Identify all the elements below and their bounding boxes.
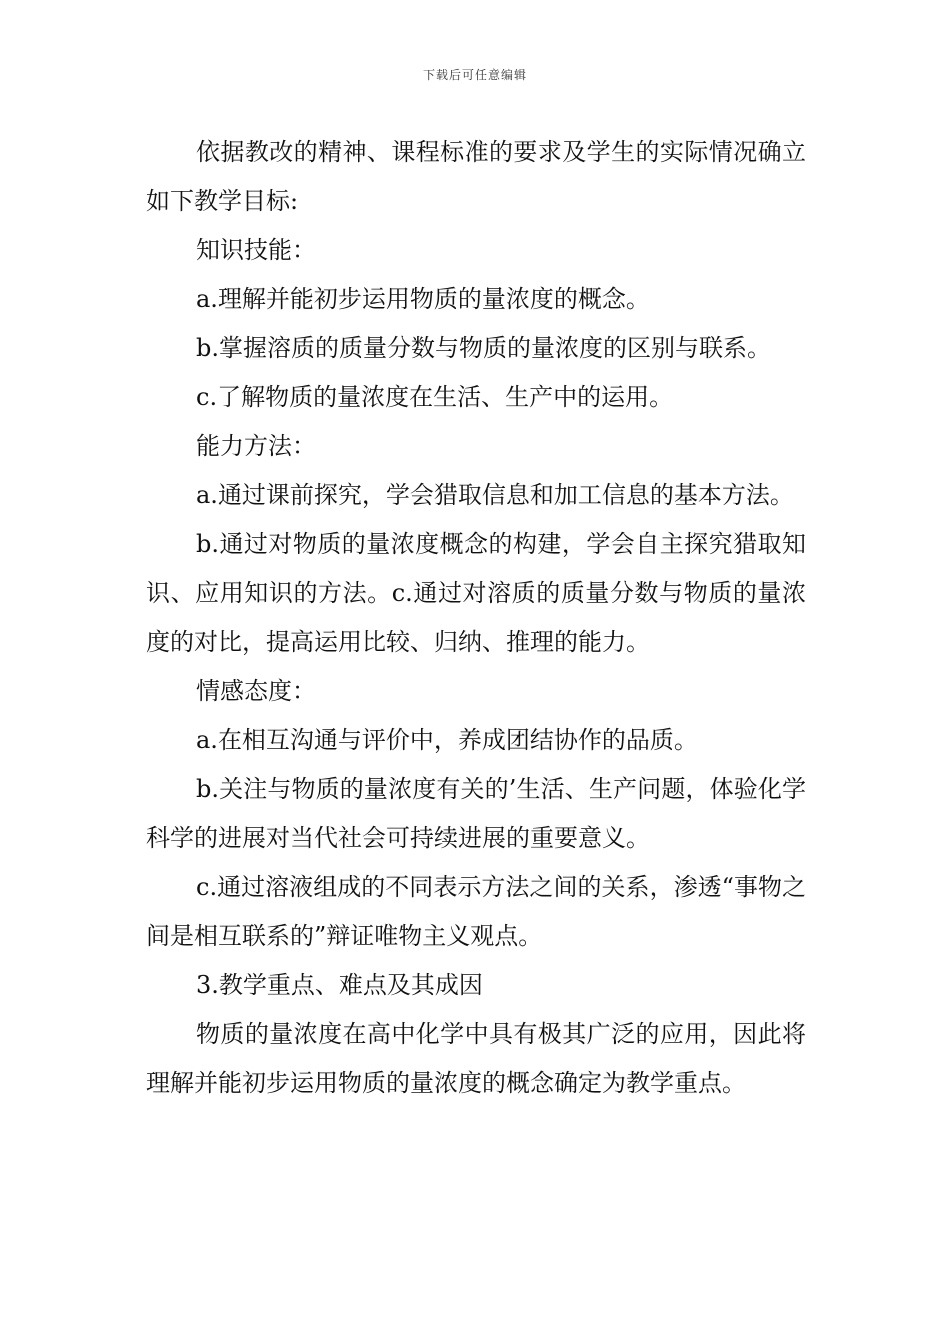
ability-item-b-c: b.通过对物质的量浓度概念的构建，学会自主探究猎取知识、应用知识的方法。c.通过对溶质的质量分数与物质的量浓度的对比，提高运用比较、归纳、推理的能力。 bbox=[146, 530, 806, 656]
page-header-note: 下载后可任意编辑 bbox=[422, 68, 527, 82]
emotion-item-c: c.通过溶液组成的不同表示方法之间的关系，渗透“事物之间是相互联系的”辩证唯物主义观点。 bbox=[146, 873, 806, 950]
knowledge-item-b: b.掌握溶质的质量分数与物质的量浓度的区别与联系。 bbox=[196, 334, 771, 362]
paragraph-intro: 依据教改的精神、课程标准的要求及学生的实际情况确立如下教学目标: bbox=[146, 138, 806, 215]
paragraph-key-points: 物质的量浓度在高中化学中具有极其广泛的应用，因此将理解并能初步运用物质的量浓度的概念确定为教学重点。 bbox=[146, 1020, 806, 1097]
heading-emotion-attitude: 情感态度： bbox=[196, 677, 316, 705]
knowledge-item-c: c.了解物质的量浓度在生活、生产中的运用。 bbox=[196, 383, 674, 411]
ability-item-a: a.通过课前探究，学会猎取信息和加工信息的基本方法。 bbox=[196, 481, 794, 509]
document-body bbox=[146, 128, 806, 1108]
emotion-item-b: b.关注与物质的量浓度有关的’生活、生产问题，体验化学科学的进展对当代社会可持续进展的重要意义。 bbox=[146, 775, 806, 852]
section-heading-key-points: 3.教学重点、难点及其成因 bbox=[196, 971, 483, 999]
heading-knowledge-skills: 知识技能： bbox=[196, 236, 316, 264]
knowledge-item-a: a.理解并能初步运用物质的量浓度的概念。 bbox=[196, 285, 650, 313]
emotion-item-a: a.在相互沟通与评价中，养成团结协作的品质。 bbox=[196, 726, 698, 754]
heading-ability-methods: 能力方法： bbox=[196, 432, 316, 460]
